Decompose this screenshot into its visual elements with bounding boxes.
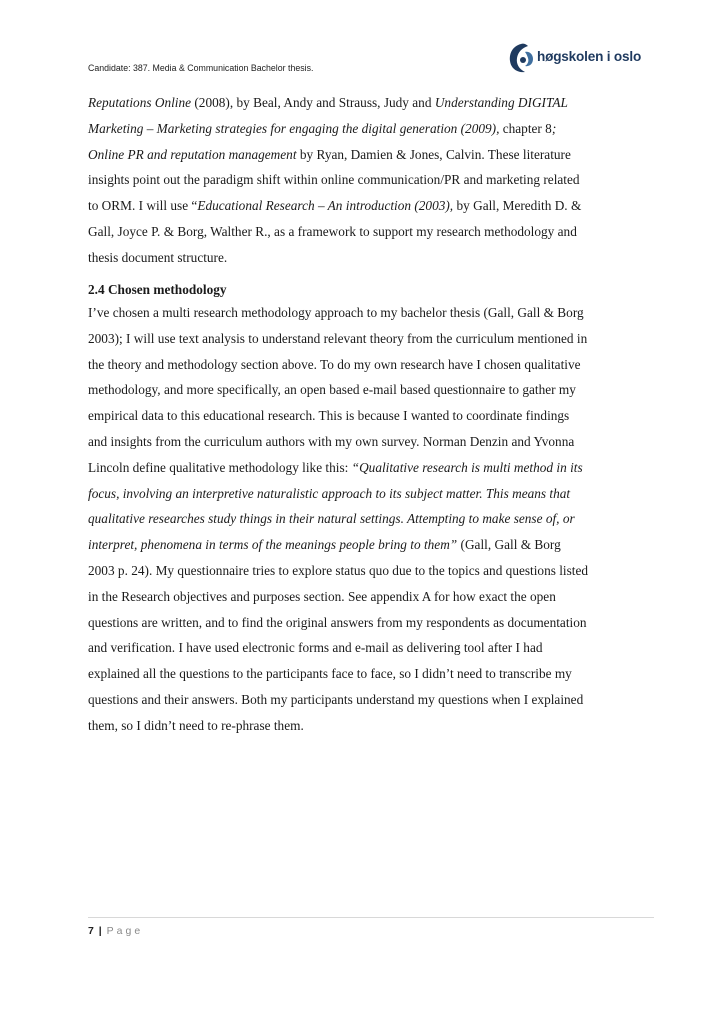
text-line: focus, involving an interpretive naturalistic approach to its subject matter. This means that bbox=[88, 485, 571, 501]
paragraph-literature bbox=[88, 90, 648, 271]
text-line: Reputations Online (2008), by Beal, Andy and Strauss, Judy and Understanding DIGITAL bbox=[88, 95, 568, 110]
text-line: and insights from the curriculum authors with my own survey. Norman Denzin and Yvonna bbox=[88, 433, 575, 449]
text-line: I’ve chosen a multi research methodology approach to my bachelor thesis (Gall, Gall & Borg bbox=[88, 305, 584, 320]
header-candidate-info: Candidate: 387. Media & Communication Bachelor thesis. bbox=[88, 63, 314, 73]
section-heading: 2.4 Chosen methodology bbox=[88, 282, 227, 297]
text-line: 2003 p. 24). My questionnaire tries to explore status quo due to the topics and questions listed bbox=[88, 562, 589, 578]
text-line: methodology, and more specifically, an open based e-mail based questionnaire to gather my bbox=[88, 382, 576, 398]
page-number: 7 bbox=[88, 925, 94, 937]
text-line: interpret, phenomena in terms of the meanings people bring to them” (Gall, Gall & Borg bbox=[88, 537, 561, 553]
text-line: Online PR and reputation management by Ryan, Damien & Jones, Calvin. These literature bbox=[88, 146, 571, 162]
footer-separator: | bbox=[98, 925, 102, 937]
text-line: questions and their answers. Both my participants understand my questions when I explained bbox=[88, 691, 584, 707]
text-line: Marketing – Marketing strategies for engaging the digital generation (2009), chapter 8; bbox=[88, 120, 557, 136]
logo-emblem-icon bbox=[507, 40, 537, 76]
text-line: to ORM. I will use “Educational Research – An introduction (2003), by Gall, Meredith D. & bbox=[88, 198, 582, 214]
text-line: the theory and methodology section above. To do my own research have I chosen qualitative bbox=[88, 356, 581, 372]
text-line: in the Research objectives and purposes section. See appendix A for how exact the open bbox=[88, 588, 556, 604]
page-label: Page bbox=[106, 925, 144, 937]
page-footer bbox=[88, 925, 143, 937]
footer-divider bbox=[88, 917, 654, 918]
text-line: explained all the questions to the participants face to face, so I didn’t need to transcribe my bbox=[88, 666, 572, 682]
text-line: them, so I didn’t need to re-phrase them. bbox=[88, 717, 304, 733]
university-logo bbox=[507, 40, 647, 80]
text-line: questions are written, and to find the original answers from my respondents as documentation bbox=[88, 614, 587, 630]
logo-text: høgskolen i oslo bbox=[537, 49, 642, 64]
text-line: Lincoln define qualitative methodology like this: “Qualitative research is multi method in its bbox=[88, 459, 583, 475]
text-line: and verification. I have used electronic forms and e-mail as delivering tool after I had bbox=[88, 640, 543, 656]
text-line: Gall, Joyce P. & Borg, Walther R., as a framework to support my research methodology and bbox=[88, 223, 577, 239]
text-line: thesis document structure. bbox=[88, 249, 228, 265]
text-line: insights point out the paradigm shift within online communication/PR and marketing related bbox=[88, 172, 580, 188]
paragraph-methodology bbox=[88, 300, 648, 739]
text-line: empirical data to this educational research. This is because I wanted to coordinate findings bbox=[88, 408, 570, 424]
text-line: 2003); I will use text analysis to understand relevant theory from the curriculum mentioned in bbox=[88, 330, 588, 346]
text-line: qualitative researches study things in their natural settings. Attempting to make sense of, or bbox=[88, 511, 575, 527]
